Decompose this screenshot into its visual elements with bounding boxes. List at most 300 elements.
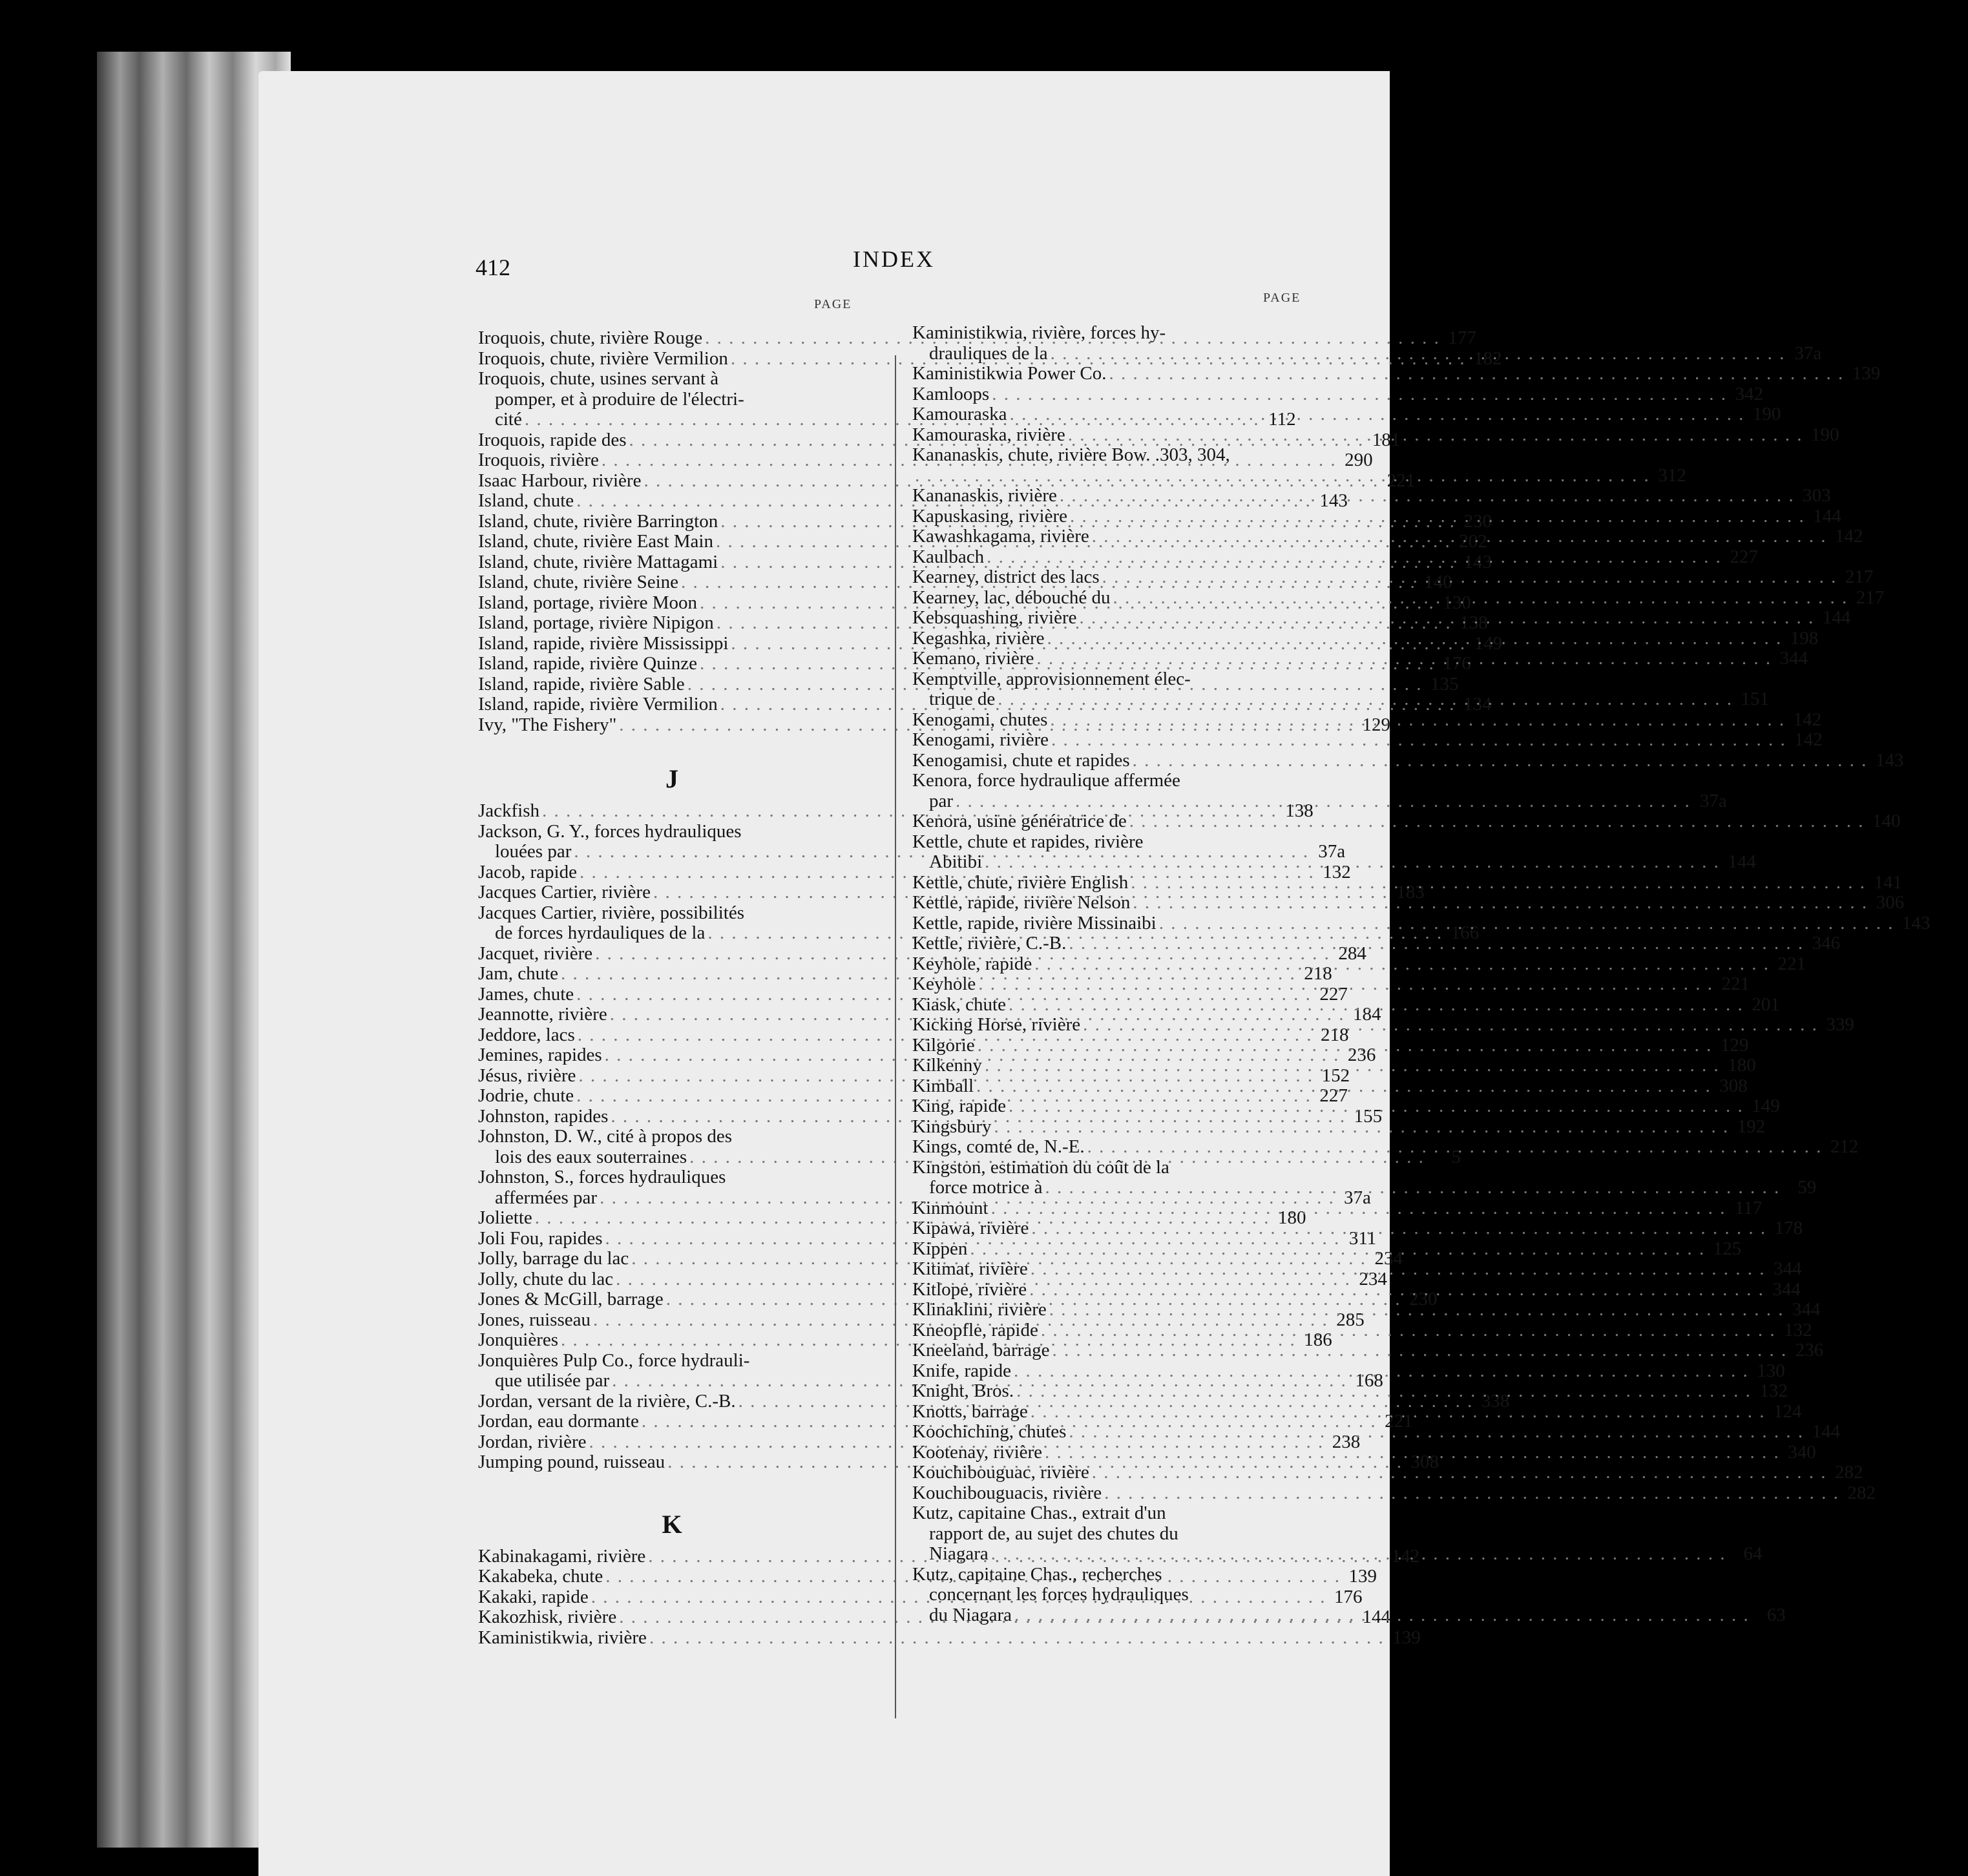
index-entry-page: 130: [1443, 592, 1471, 613]
index-entry: [912, 1503, 1306, 1524]
index-entry-page: 238: [1332, 1431, 1361, 1452]
dot-leader: [1060, 486, 1795, 506]
index-entry-page: 180: [1728, 1055, 1756, 1076]
column-divider: [895, 355, 896, 1718]
index-entry-text: Kenogami, chutes: [912, 709, 1048, 730]
index-entry-text: Jésus, rivière: [478, 1065, 576, 1086]
index-entry-text: Kitimat, rivière: [912, 1258, 1028, 1279]
index-entry-page: 177: [1448, 328, 1476, 348]
index-entry-text: Keyhole, rapide: [912, 953, 1032, 974]
dot-leader: [1034, 954, 1770, 975]
dot-leader: [1047, 629, 1783, 649]
index-entry: [912, 1585, 1306, 1605]
index-entry-page: 5: [1451, 1146, 1461, 1167]
index-entry-page: 138: [1285, 800, 1314, 821]
index-entry-page: 139: [1852, 363, 1881, 384]
index-entry-page: 141: [1874, 871, 1902, 893]
index-entry-text: Kicking Horse, rivière: [912, 1014, 1081, 1035]
index-entry-page: 129: [1362, 714, 1391, 735]
index-entry-page: 166: [1450, 922, 1480, 943]
index-entry-page: 142: [1391, 1545, 1420, 1567]
index-entry-text: Kettle, rivière, C.-B.: [912, 933, 1067, 954]
index-entry: [912, 404, 1781, 425]
index-entry: [478, 903, 866, 924]
index-entry-page: 132: [1323, 861, 1351, 882]
index-entry-page: 303: [1803, 485, 1831, 506]
index-entry-text: Kimball: [912, 1075, 974, 1096]
index-entry-page: 176: [1443, 653, 1471, 674]
index-entry: [478, 1127, 866, 1147]
dot-leader: [991, 1544, 1726, 1565]
index-entry-page: 290: [1345, 450, 1373, 470]
index-entry-text: Jordan, rivière: [478, 1431, 587, 1452]
index-entry-text: Kearney, lac, débouché du: [912, 587, 1111, 608]
index-entry: [912, 383, 1763, 405]
index-entry-text: concernant les forces hydrauliques: [929, 1584, 1189, 1605]
index-entry-text: Johnston, D. W., cité à propos des: [478, 1126, 733, 1147]
index-entry-text: Jodrie, chute: [478, 1085, 574, 1106]
index-page: [258, 71, 1931, 1876]
dot-leader: [1036, 649, 1772, 669]
index-entry-text: Kapuskasing, rivière: [912, 505, 1067, 526]
index-entry-page: 143: [1875, 749, 1904, 771]
dot-leader: [1133, 893, 1868, 913]
index-entry-text: Kitlope, rivière: [912, 1278, 1027, 1300]
index-entry-page: 138: [1460, 612, 1488, 633]
index-entry-page: 178: [1774, 1218, 1803, 1238]
index-entry-text: Jolly, chute du lac: [478, 1268, 614, 1289]
dot-leader: [1010, 404, 1745, 425]
index-entry-page: 149: [1752, 1096, 1780, 1116]
dot-leader: [1080, 608, 1815, 629]
index-entry-page: 221: [1387, 470, 1416, 491]
index-entry-text: Island, chute, rivière Seine: [478, 572, 679, 592]
index-entry-page: 311: [1348, 1227, 1377, 1249]
index-entry-page: 217: [1845, 567, 1874, 587]
index-entry-page: 135: [1430, 673, 1459, 694]
index-entry-text: Jonquières Pulp Co., force hydrauli-: [478, 1350, 750, 1371]
index-entry-page: 221: [1777, 953, 1806, 974]
index-entry: [912, 771, 1306, 791]
dot-leader: [956, 791, 1691, 812]
index-entry-page: 227: [1730, 546, 1758, 567]
index-entry-page: 144: [1812, 1421, 1841, 1442]
index-entry: [478, 390, 866, 410]
index-entry-text: que utilisée par: [495, 1370, 610, 1391]
index-entry-text: Jacquet, rivière: [478, 943, 593, 964]
index-entry-page: 221: [1385, 1411, 1413, 1432]
index-entry-text: Island, rapide, rivière Quinze: [478, 653, 697, 674]
index-entry-page: 132: [1784, 1319, 1812, 1340]
index-entry-page: 285: [1336, 1309, 1365, 1330]
index-entry-page: 182: [1474, 348, 1502, 369]
dot-leader: [978, 974, 1713, 995]
index-entry-text: louées par: [495, 841, 572, 862]
index-entry: [478, 1627, 1421, 1649]
index-entry: [478, 369, 866, 390]
index-entry-page: 140: [1424, 572, 1452, 592]
index-entry-page: 112: [1268, 409, 1296, 430]
index-entry-page: 168: [1355, 1370, 1383, 1391]
index-entry-text: Jumping pound, ruisseau: [478, 1452, 665, 1472]
index-entry: [912, 811, 1901, 832]
index-entry-text: Kamouraska, rivière: [912, 424, 1065, 445]
index-entry-page: 184: [1352, 1004, 1381, 1025]
index-entry-page: 132: [1759, 1381, 1788, 1401]
index-entry-text: Kakaki, rapide: [478, 1586, 589, 1607]
index-entry-text: Kootenay, rivière: [912, 1441, 1043, 1463]
index-entry-text: Kutz, capitaine Chas., recherches: [912, 1563, 1162, 1585]
index-entry-text: Island, rapide, rivière Sable: [478, 673, 685, 694]
index-entry-text: trique de: [929, 689, 996, 709]
index-entry-text: de forces hyrdauliques de la: [495, 922, 706, 943]
index-entry-text: Kegashka, rivière: [912, 627, 1045, 649]
index-entry-text: rapport de, au sujet des chutes du: [929, 1523, 1178, 1544]
dot-leader: [1070, 506, 1805, 527]
index-entry-page: 186: [1304, 1329, 1332, 1350]
index-entry-page: 142: [1835, 526, 1863, 547]
index-entry-text: Jeannotte, rivière: [478, 1004, 607, 1025]
index-entry-page: 338: [1481, 1390, 1510, 1412]
dot-leader: [1051, 730, 1786, 751]
index-entry-text: affermées par: [495, 1187, 598, 1208]
index-entry-page: 140: [1872, 811, 1901, 831]
index-entry-text: Kettle, chute et rapides, rivière: [912, 831, 1144, 852]
index-entry-page: 344: [1792, 1299, 1821, 1320]
index-entry-page: 144: [1362, 1607, 1390, 1627]
index-entry-text: Kaministikwia Power Co.: [912, 363, 1107, 384]
index-entry-text: James, chute: [478, 983, 574, 1005]
dot-leader: [1087, 1137, 1823, 1158]
index-entry-text: Johnston, S., forces hydrauliques: [478, 1167, 726, 1187]
dot-leader: [1069, 933, 1804, 954]
index-entry-text: Kingston, estimation du coût de la: [912, 1156, 1169, 1178]
index-entry-page: 202: [1459, 531, 1487, 552]
index-entry-text: Kawashkagama, rivière: [912, 526, 1089, 547]
dot-leader: [1113, 588, 1848, 609]
index-entry: [912, 832, 1306, 853]
index-entry-page: 236: [1795, 1340, 1824, 1360]
index-entry-text: Kilgorie: [912, 1034, 975, 1056]
index-entry-page: 344: [1774, 1258, 1802, 1279]
index-entry: [912, 445, 1306, 466]
index-entry-page: 149: [1474, 632, 1503, 654]
index-entry: [912, 1524, 1306, 1545]
index-entry-page: 344: [1779, 648, 1808, 669]
index-entry: [912, 1340, 1824, 1361]
index-entry-page: 37a: [1343, 1187, 1371, 1208]
dot-leader: [1092, 526, 1827, 547]
dot-leader: [1104, 1483, 1839, 1504]
dot-leader: [915, 466, 1650, 486]
index-entry-text: Kakabeka, chute: [478, 1566, 603, 1587]
index-entry-text: Jacob, rapide: [478, 861, 577, 882]
dot-leader: [1041, 1320, 1776, 1341]
index-entry-text: Kettle, rapide, rivière Nelson: [912, 892, 1131, 913]
index-entry-page: 282: [1847, 1482, 1876, 1503]
index-entry: [478, 1351, 866, 1371]
index-entry-text: drauliques de la: [929, 342, 1048, 364]
index-entry-page: 144: [1728, 851, 1756, 872]
index-entry-text: Island, chute, rivière Barrington: [478, 510, 718, 532]
index-entry-text: Kebsquashing, rivière: [912, 607, 1077, 628]
index-entry-text: Kamouraska: [912, 404, 1007, 424]
index-entry-text: Jacques Cartier, rivière: [478, 882, 651, 902]
dot-leader: [1052, 1340, 1788, 1361]
dot-leader: [1031, 1402, 1766, 1423]
index-entry: [912, 363, 1881, 384]
index-entry-page: 308: [1410, 1452, 1439, 1472]
dot-leader: [1050, 710, 1785, 731]
index-entry-text: Joli Fou, rapides: [478, 1227, 603, 1249]
index-entry-page: 212: [1830, 1136, 1859, 1157]
index-entry-text: Jolly, barrage du lac: [478, 1248, 629, 1269]
index-entry-text: Kilkenny: [912, 1055, 982, 1076]
index-entry-page: 129: [1720, 1034, 1749, 1056]
page-number: 412: [476, 255, 510, 280]
index-entry-text: lois des eaux souterraines: [495, 1146, 687, 1167]
index-entry-page: 130: [1757, 1360, 1785, 1381]
index-entry-page: 236: [1347, 1045, 1376, 1065]
index-entry-page: 312: [1658, 464, 1686, 486]
section-letter-j: J: [665, 764, 678, 793]
index-entry-page: 63: [1766, 1604, 1786, 1625]
index-entry-text: Jacques Cartier, rivière, possibilités: [478, 902, 744, 923]
index-entry-page: 308: [1719, 1075, 1748, 1096]
index-entry-text: Koochiching, chutes: [912, 1421, 1067, 1442]
index-entry-text: Isaac Harbour, rivière: [478, 470, 642, 491]
index-entry-text: Knotts, barrage: [912, 1401, 1028, 1422]
index-entry-page: 230: [1463, 510, 1492, 532]
page-column-label-left: PAGE: [814, 297, 852, 311]
dot-leader: [1068, 425, 1803, 446]
index-entry-text: Kenogami, rivière: [912, 729, 1049, 750]
index-entry-text: Jackson, G. Y., forces hydrauliques: [478, 820, 742, 842]
index-entry: [478, 470, 1416, 492]
dot-leader: [976, 1076, 1712, 1097]
index-entry-page: 183: [1396, 882, 1425, 902]
index-entry-text: Kings, comté de, N.-E.: [912, 1136, 1085, 1157]
dot-leader: [649, 1628, 1385, 1649]
dot-leader: [998, 689, 1733, 710]
index-entry-page: 234: [1374, 1248, 1403, 1269]
index-entry-text: Iroquois, chute, usines servant à: [478, 368, 719, 389]
index-entry: [912, 1158, 1306, 1178]
index-entry-text: Iroquois, rapide des: [478, 429, 627, 450]
index-entry-text: Kenora, force hydraulique affermée: [912, 770, 1180, 791]
index-entry-page: 125: [1713, 1238, 1742, 1259]
dot-leader: [978, 1036, 1713, 1056]
dot-leader: [1029, 1280, 1764, 1300]
index-entry-text: Keyhole: [912, 974, 976, 994]
index-entry-page: 143: [1463, 551, 1492, 572]
index-entry-page: 346: [1812, 933, 1841, 954]
index-entry-page: 142: [1793, 709, 1822, 730]
index-entry-page: 151: [1741, 689, 1770, 709]
dot-leader: [985, 852, 1720, 873]
index-entry-text: Island, portage, rivière Nipigon: [478, 612, 714, 633]
index-entry-text: Iroquois, chute, rivière Vermilion: [478, 348, 728, 369]
index-entry-text: Jeddore, lacs: [478, 1024, 575, 1045]
index-entry-page: 143: [1319, 490, 1348, 511]
index-entry-page: 134: [1463, 694, 1492, 714]
index-entry-page: 139: [1348, 1566, 1377, 1587]
index-entry-text: Jonquières: [478, 1329, 559, 1350]
index-entry: [912, 1482, 1876, 1504]
index-entry-page: 152: [1321, 1065, 1350, 1086]
index-entry-page: 117: [1734, 1197, 1763, 1218]
index-entry-text: Johnston, rapides: [478, 1105, 609, 1127]
index-entry-text: Kutz, capitaine Chas., extrait d'un: [912, 1503, 1166, 1523]
index-entry-page: 340: [1788, 1441, 1816, 1463]
index-entry-text: par: [929, 790, 954, 811]
index-entry-page: 124: [1774, 1401, 1802, 1422]
index-entry-text: Kenogamisi, chute et rapides: [912, 749, 1130, 771]
index-entry-page: 181: [1372, 429, 1401, 450]
index-entry-page: 217: [1856, 587, 1885, 608]
index-entry-text: Kettle, chute, rivière English: [912, 871, 1129, 893]
index-entry-page: 306: [1876, 892, 1905, 913]
index-entry: [478, 1167, 866, 1188]
dot-leader: [991, 1198, 1726, 1219]
index-entry-page: 142: [1794, 729, 1823, 750]
index-entry-page: 192: [1737, 1116, 1766, 1137]
dot-leader: [970, 1239, 1705, 1260]
index-entry-text: Island, rapide, rivière Mississippi: [478, 632, 729, 654]
index-entry-text: Kakozhisk, rivière: [478, 1607, 617, 1627]
dot-leader: [985, 1056, 1720, 1076]
index-entry-page: 234: [1359, 1268, 1387, 1289]
index-entry-page: 339: [1826, 1014, 1854, 1035]
index-entry-text: Jam, chute: [478, 963, 559, 984]
dot-leader: [1069, 1422, 1804, 1443]
index-entry-text: Kabinakagami, rivière: [478, 1545, 646, 1567]
dot-leader: [1109, 364, 1844, 384]
index-entry-page: 221: [1721, 974, 1750, 994]
index-entry-text: Jones & McGill, barrage: [478, 1289, 664, 1309]
index-entry-text: Jemines, rapides: [478, 1045, 602, 1065]
index-entry-page: 64: [1743, 1543, 1763, 1564]
index-entry-text: Kaministikwia, rivière: [478, 1627, 647, 1648]
dot-leader: [1051, 344, 1786, 364]
index-entry-text: Jordan, eau dormante: [478, 1411, 639, 1432]
index-entry-page: 143: [1901, 912, 1931, 933]
index-entry-text: Jones, ruisseau: [478, 1309, 591, 1330]
index-entry-page: 230: [1408, 1289, 1438, 1309]
index-entry: [912, 669, 1306, 690]
index-entry-page: 344: [1772, 1278, 1801, 1300]
index-entry: [912, 323, 1306, 344]
dot-leader: [1009, 1096, 1744, 1117]
index-entry: [912, 1565, 1306, 1585]
dot-leader: [1049, 1300, 1785, 1320]
index-entry-page: 284: [1338, 943, 1366, 964]
index-entry-page: 180: [1278, 1207, 1306, 1228]
index-entry-page: 144: [1813, 505, 1841, 526]
index-entry-text: du Niagara: [929, 1604, 1012, 1625]
dot-leader: [1045, 1443, 1780, 1463]
dot-leader: [1014, 1605, 1750, 1626]
dot-leader: [1014, 1361, 1749, 1382]
index-entry: [912, 749, 1904, 771]
index-entry-text: Kinmount: [912, 1197, 989, 1218]
index-entry: [478, 822, 866, 842]
index-entry-text: Ivy, "The Fishery": [478, 714, 617, 735]
index-entry-page: 198: [1790, 627, 1819, 649]
index-entry-text: Kiask, chute: [912, 994, 1006, 1015]
dot-leader: [994, 1117, 1729, 1138]
dot-leader: [1159, 913, 1894, 934]
index-entry-page: 139: [1392, 1627, 1421, 1648]
index-entry-text: Kemptville, approvisionnement élec-: [912, 668, 1191, 689]
dot-leader: [1009, 995, 1744, 1016]
index-entry-page: 37a: [1318, 841, 1346, 862]
index-entry-text: Kouchibouguac, rivière: [912, 1462, 1089, 1483]
index-entry-text: Kippen: [912, 1238, 968, 1259]
index-entry-page: 282: [1835, 1462, 1863, 1483]
index-entry-text: cité: [495, 409, 522, 430]
index-entry-page: 155: [1354, 1105, 1383, 1127]
index-entry-page: 144: [1822, 607, 1851, 628]
dot-leader: [1016, 1381, 1752, 1402]
index-entry-text: Niagara: [929, 1543, 989, 1564]
section-letter-k: K: [662, 1509, 682, 1539]
index-entry-text: Kemano, rivière: [912, 648, 1034, 669]
index-entry-text: Kneopfle, rapide: [912, 1319, 1038, 1340]
index-entry-page: 342: [1735, 383, 1763, 404]
index-entry-page: 201: [1752, 994, 1780, 1015]
index-entry-text: Kneeland, barrage: [912, 1340, 1050, 1360]
index-entry-page: 218: [1321, 1024, 1349, 1045]
index-entry-text: Island, chute, rivière Mattagami: [478, 551, 718, 572]
index-entry-text: Island, chute: [478, 490, 574, 511]
index-entry-text: Abitibi: [929, 851, 983, 872]
dot-leader: [987, 547, 1722, 568]
index-entry-page: 227: [1319, 1085, 1348, 1106]
index-entry-page: 227: [1319, 983, 1348, 1005]
index-entry-text: King, rapide: [912, 1096, 1006, 1116]
dot-leader: [1045, 1178, 1781, 1198]
index-entry-page: 190: [1810, 424, 1839, 445]
index-entry-text: Kenora, usine génératrice de: [912, 811, 1127, 831]
index-entry: [912, 729, 1823, 751]
index-entry-page: 37a: [1794, 342, 1822, 364]
dot-leader: [992, 384, 1727, 405]
index-entry-text: Knife, rapide: [912, 1360, 1011, 1381]
index-entry-page: 176: [1334, 1586, 1363, 1607]
index-entry-text: Island, rapide, rivière Vermilion: [478, 694, 718, 714]
dot-leader: [1083, 1015, 1818, 1036]
index-entry: [912, 1136, 1859, 1158]
index-entry-text: Kingsbury: [912, 1116, 992, 1137]
index-entry-text: Kettle, rapide, rivière Missinaibi: [912, 912, 1157, 933]
index-entry-text: Joliette: [478, 1207, 532, 1228]
index-entry-page: 59: [1797, 1177, 1817, 1198]
index-entry-page: 218: [1304, 963, 1332, 984]
index-entry-text: Kearney, district des lacs: [912, 567, 1100, 587]
index-entry-page: 37a: [1699, 790, 1727, 811]
index-entry-page: 190: [1752, 404, 1781, 424]
index-entry-text: Kaulbach: [912, 546, 985, 567]
dot-leader: [1131, 873, 1866, 893]
index-entry-text: Knight, Bros.: [912, 1381, 1014, 1401]
index-entry-text: Jackfish: [478, 800, 540, 821]
index-entry-text: Island, portage, rivière Moon: [478, 592, 698, 613]
index-entry-text: Klinaklini, rivière: [912, 1299, 1047, 1320]
index-entry-text: Kaministikwia, rivière, forces hy-: [912, 322, 1166, 343]
dot-leader: [1133, 751, 1868, 771]
running-title: INDEX: [853, 246, 935, 272]
